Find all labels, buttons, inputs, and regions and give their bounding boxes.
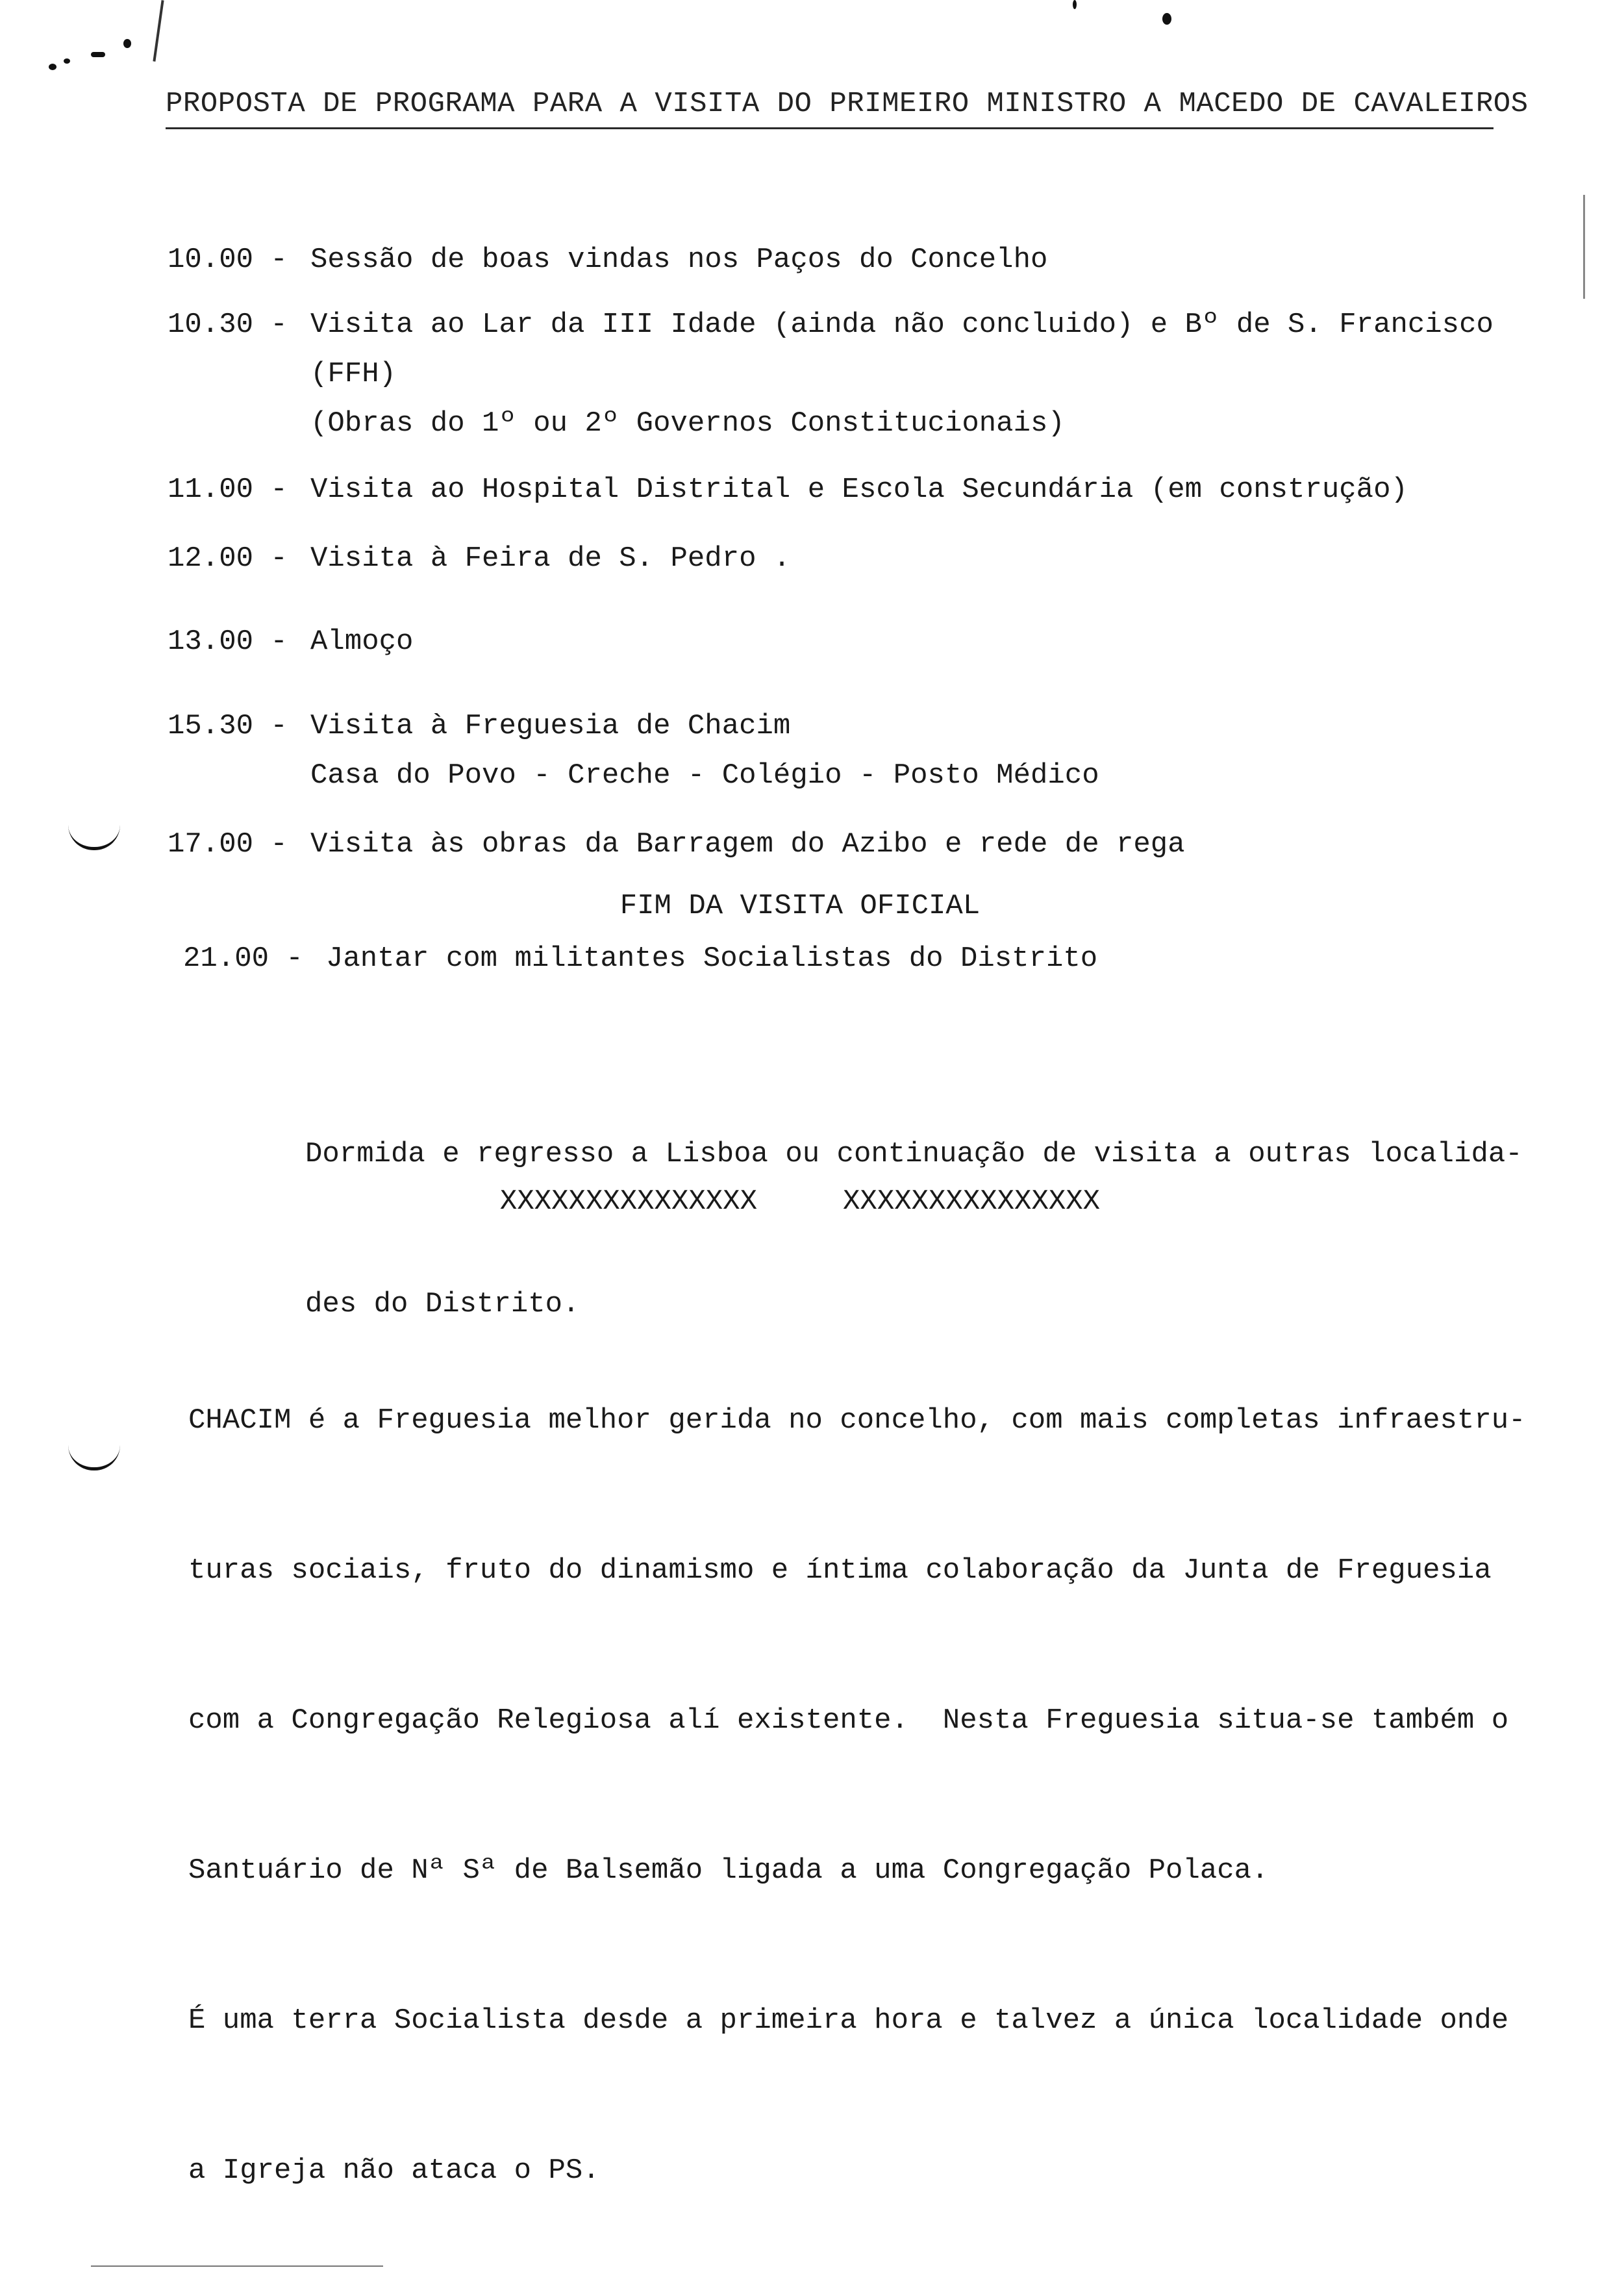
schedule-subline: Casa do Povo - Creche - Colégio - Posto Médico bbox=[310, 759, 1099, 792]
schedule-text: Visita à Freguesia de Chacim bbox=[310, 710, 791, 742]
scan-mark bbox=[1583, 195, 1585, 299]
schedule-time: 10.00 - bbox=[168, 244, 288, 276]
separator-line: XXXXXXXXXXXXXXX XXXXXXXXXXXXXXX bbox=[499, 1185, 1101, 1218]
scan-mark bbox=[91, 52, 105, 57]
title-underline bbox=[166, 127, 1494, 129]
schedule-text: Sessão de boas vindas nos Paços do Concelho bbox=[310, 244, 1048, 276]
text-line: Dormida e regresso a Lisboa ou continuação de visita a outras localida- bbox=[305, 1138, 1523, 1170]
schedule-time: 21.00 - bbox=[183, 942, 303, 975]
schedule-text: Visita ao Lar da III Idade (ainda não concluido) e Bº de S. Francisco bbox=[310, 309, 1494, 341]
schedule-time: 11.00 - bbox=[168, 473, 288, 506]
schedule-time: 17.00 - bbox=[168, 828, 288, 861]
text-line: des do Distrito. bbox=[305, 1288, 580, 1320]
text-line: É uma terra Socialista desde a primeira hora e talvez a única localidade onde bbox=[188, 2004, 1509, 2037]
text-line: CHACIM é a Freguesia melhor gerida no concelho, com mais completas infraestru- bbox=[188, 1404, 1526, 1437]
scan-mark bbox=[1073, 0, 1077, 9]
schedule-subline: (FFH) bbox=[310, 358, 397, 390]
schedule-time: 13.00 - bbox=[168, 625, 288, 658]
scan-mark bbox=[64, 58, 70, 64]
schedule-time: 15.30 - bbox=[168, 710, 288, 742]
schedule-text: Almoço bbox=[310, 625, 414, 658]
margin-mark bbox=[68, 1445, 120, 1470]
schedule-text: Visita às obras da Barragem do Azibo e rede de rega bbox=[310, 828, 1185, 861]
text-line: a Igreja não ataca o PS. bbox=[188, 2154, 600, 2187]
scan-mark bbox=[49, 64, 56, 70]
scan-mark bbox=[1162, 13, 1171, 25]
chacim-paragraph bbox=[188, 1296, 1526, 2296]
end-of-visit-label: FIM DA VISITA OFICIAL bbox=[619, 890, 981, 922]
text-line: com a Congregação Relegiosa alí existente. Nesta Freguesia situa-se também o bbox=[188, 1704, 1509, 1737]
scan-mark bbox=[123, 39, 131, 48]
text-line: turas sociais, fruto do dinamismo e íntima colaboração da Junta de Freguesia bbox=[188, 1554, 1492, 1587]
text-line: Santuário de Nª Sª de Balsemão ligada a uma Congregação Polaca. bbox=[188, 1854, 1269, 1887]
schedule-text: Visita ao Hospital Distrital e Escola Secundária (em construção) bbox=[310, 473, 1408, 506]
schedule-time: 12.00 - bbox=[168, 542, 288, 575]
schedule-subline: (Obras do 1º ou 2º Governos Constitucionais) bbox=[310, 407, 1065, 440]
margin-mark bbox=[68, 825, 120, 850]
document-title: PROPOSTA DE PROGRAMA PARA A VISITA DO PRIMEIRO MINISTRO A MACEDO DE CAVALEIROS bbox=[166, 88, 1529, 120]
schedule-text: Jantar com militantes Socialistas do Distrito bbox=[326, 942, 1098, 975]
schedule-time: 10.30 - bbox=[168, 309, 288, 341]
schedule-text: Visita à Feira de S. Pedro . bbox=[310, 542, 791, 575]
scan-mark bbox=[153, 0, 164, 62]
